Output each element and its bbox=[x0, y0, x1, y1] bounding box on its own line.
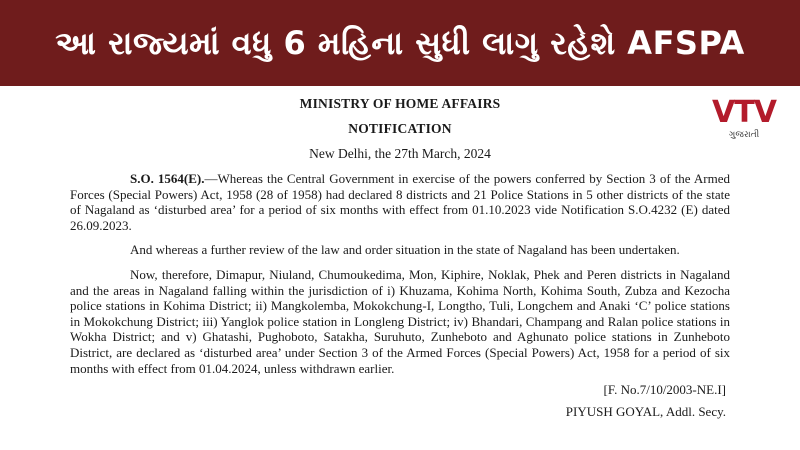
ministry-heading: MINISTRY OF HOME AFFAIRS bbox=[299, 96, 501, 111]
logo-mark: VTV bbox=[712, 95, 776, 130]
headline-title: આ રાજ્યમાં વધુ 6 મહિના સુધી લાગુ રહેશે AFSPA bbox=[55, 23, 745, 62]
headline-banner bbox=[0, 0, 800, 86]
paragraph-preamble-text: —Whereas the Central Government in exercise of the powers conferred by Section 3 of the Armed Forces (Special Powers) Act, 1958 (28 of 1958) had declared 8 districts and 21 Police Stations in 5 other districts of the state of Nagaland as ‘disturbed area’ for a period of six months with effect from 01.10.2023 vide Notification S.O.4232 (E) dated 26.09.2023. bbox=[70, 171, 730, 233]
so-number: S.O. 1564(E). bbox=[130, 171, 205, 186]
logo-subtitle: ગુજરાતી bbox=[728, 130, 760, 140]
notification-date: New Delhi, the 27th March, 2024 bbox=[309, 146, 491, 161]
paragraph-review: And whereas a further review of the law and order situation in the state of Nagaland has been undertaken. bbox=[130, 242, 680, 258]
notification-document bbox=[70, 96, 730, 420]
paragraph-preamble bbox=[70, 171, 730, 233]
signatory: PIYUSH GOYAL, Addl. Secy. bbox=[565, 404, 726, 420]
notification-heading: NOTIFICATION bbox=[348, 121, 452, 136]
file-reference: [F. No.7/10/2003-NE.I] bbox=[603, 382, 726, 398]
paragraph-declaration: Now, therefore, Dimapur, Niuland, Chumoukedima, Mon, Kiphire, Noklak, Phek and Peren districts in Nagaland and the areas in Nagaland falling within the jurisdiction of i) Khuzama, Kohima North, Kohima South, Zubza and Kezocha police stations in Kohima District; ii) Mangkolemba, Mokokchung-I, Longtho, Tuli, Longchem and Anaki ‘C’ police stations in Mokokchung District; iii) Yanglok police station in Longleng District; iv) Bhandari, Champang and Ralan police stations in Wokha District; and v) Ghatashi, Pughoboto, Satakha, Suruhuto, Zunheboto and Aghunato police stations in Zunheboto District, are declared as ‘disturbed area’ under Section 3 of the Armed Forces (Special Powers) Act, 1958 for a period of six months with effect from 01.04.2024, unless withdrawn earlier. bbox=[70, 266, 730, 376]
